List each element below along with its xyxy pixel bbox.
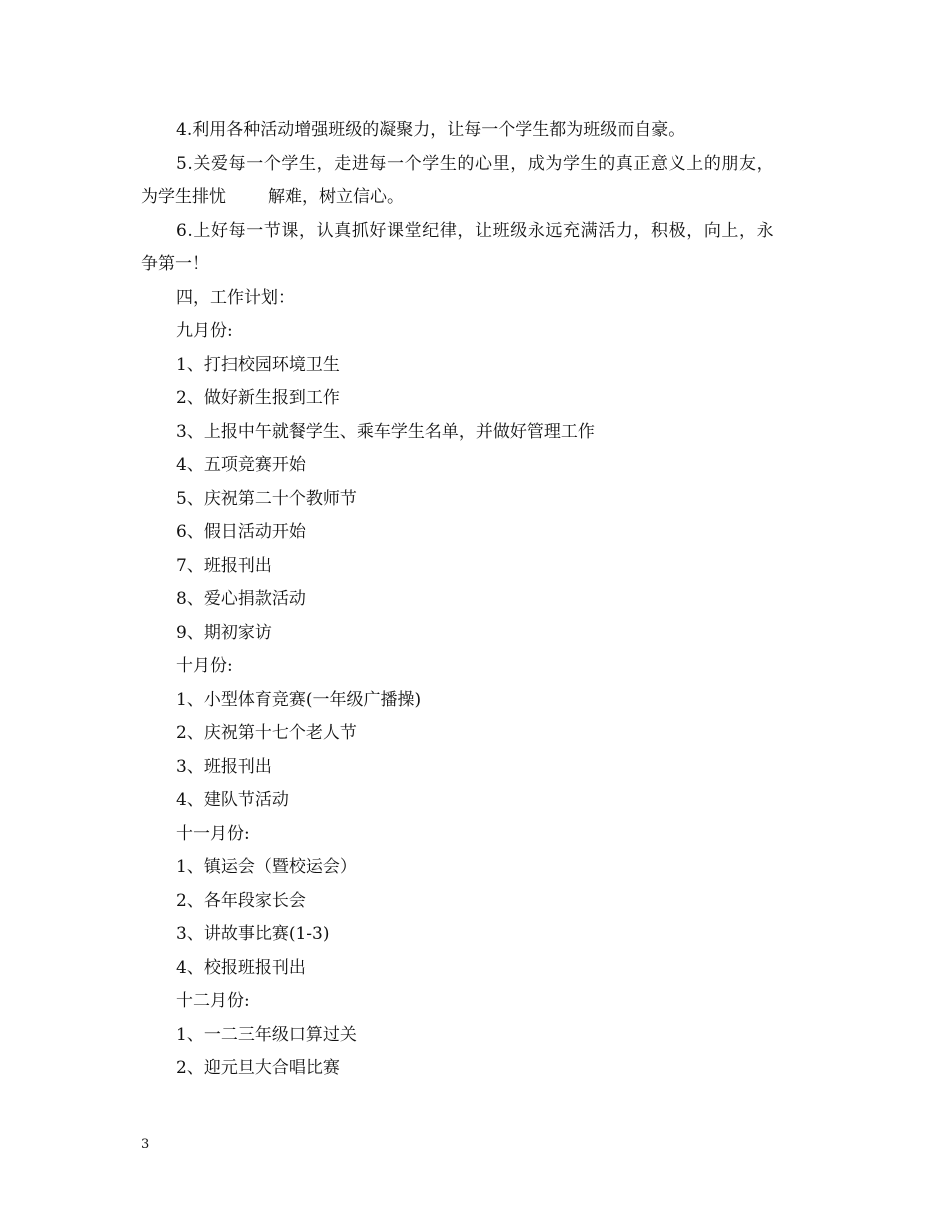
list-item: 3、班报刊出 bbox=[176, 756, 272, 777]
paragraph-goal-6-line-2: 争第一！ bbox=[141, 254, 209, 274]
text-segment: 为学生排忧 bbox=[141, 187, 226, 207]
list-item: 4、五项竞赛开始 bbox=[176, 455, 306, 475]
text-segment: 解难，树立信心。 bbox=[268, 187, 404, 207]
paragraph-goal-4: 4.利用各种活动增强班级的凝聚力，让每一个学生都为班级而自豪。 bbox=[176, 120, 686, 140]
section-heading-work-plan: 四，工作计划： bbox=[176, 287, 295, 308]
list-item: 3、上报中午就餐学生、乘车学生名单，并做好管理工作 bbox=[176, 421, 595, 442]
list-item: 4、校报班报刊出 bbox=[176, 957, 306, 978]
list-item: 2、各年段家长会 bbox=[176, 890, 306, 911]
document-body bbox=[141, 114, 811, 1086]
list-item: 2、做好新生报到工作 bbox=[176, 388, 340, 408]
list-item: 1、小型体育竞赛(一年级广播操) bbox=[176, 689, 422, 710]
list-item: 5、庆祝第二十个教师节 bbox=[176, 488, 357, 509]
month-heading-october: 十月份: bbox=[176, 656, 233, 676]
list-item: 3、讲故事比赛(1-3) bbox=[176, 924, 330, 944]
list-item: 1、一二三年级口算过关 bbox=[176, 1024, 357, 1045]
month-heading-november: 十一月份: bbox=[176, 823, 250, 844]
list-item: 9、期初家访 bbox=[176, 622, 272, 643]
list-item: 7、班报刊出 bbox=[176, 555, 272, 576]
month-heading-september: 九月份: bbox=[176, 321, 233, 341]
page-number: 3 bbox=[141, 1137, 150, 1152]
list-item: 4、建队节活动 bbox=[176, 790, 289, 810]
paragraph-goal-6-line-1: 6.上好每一节课，认真抓好课堂纪律，让班级永远充满活力，积极，向上，永 bbox=[176, 220, 775, 241]
list-item: 1、打扫校园环境卫生 bbox=[176, 354, 340, 375]
month-heading-december: 十二月份: bbox=[176, 991, 250, 1011]
list-item: 8、爱心捐款活动 bbox=[176, 589, 306, 609]
list-item: 6、假日活动开始 bbox=[176, 522, 306, 542]
list-item: 1、镇运会（暨校运会） bbox=[176, 857, 357, 877]
list-item: 2、迎元旦大合唱比赛 bbox=[176, 1058, 340, 1078]
list-item: 2、庆祝第十七个老人节 bbox=[176, 723, 357, 743]
paragraph-goal-5-line-2 bbox=[141, 181, 811, 215]
paragraph-goal-5-line-1: 5.关爱每一个学生，走进每一个学生的心里，成为学生的真正意义上的朋友， bbox=[176, 153, 775, 174]
